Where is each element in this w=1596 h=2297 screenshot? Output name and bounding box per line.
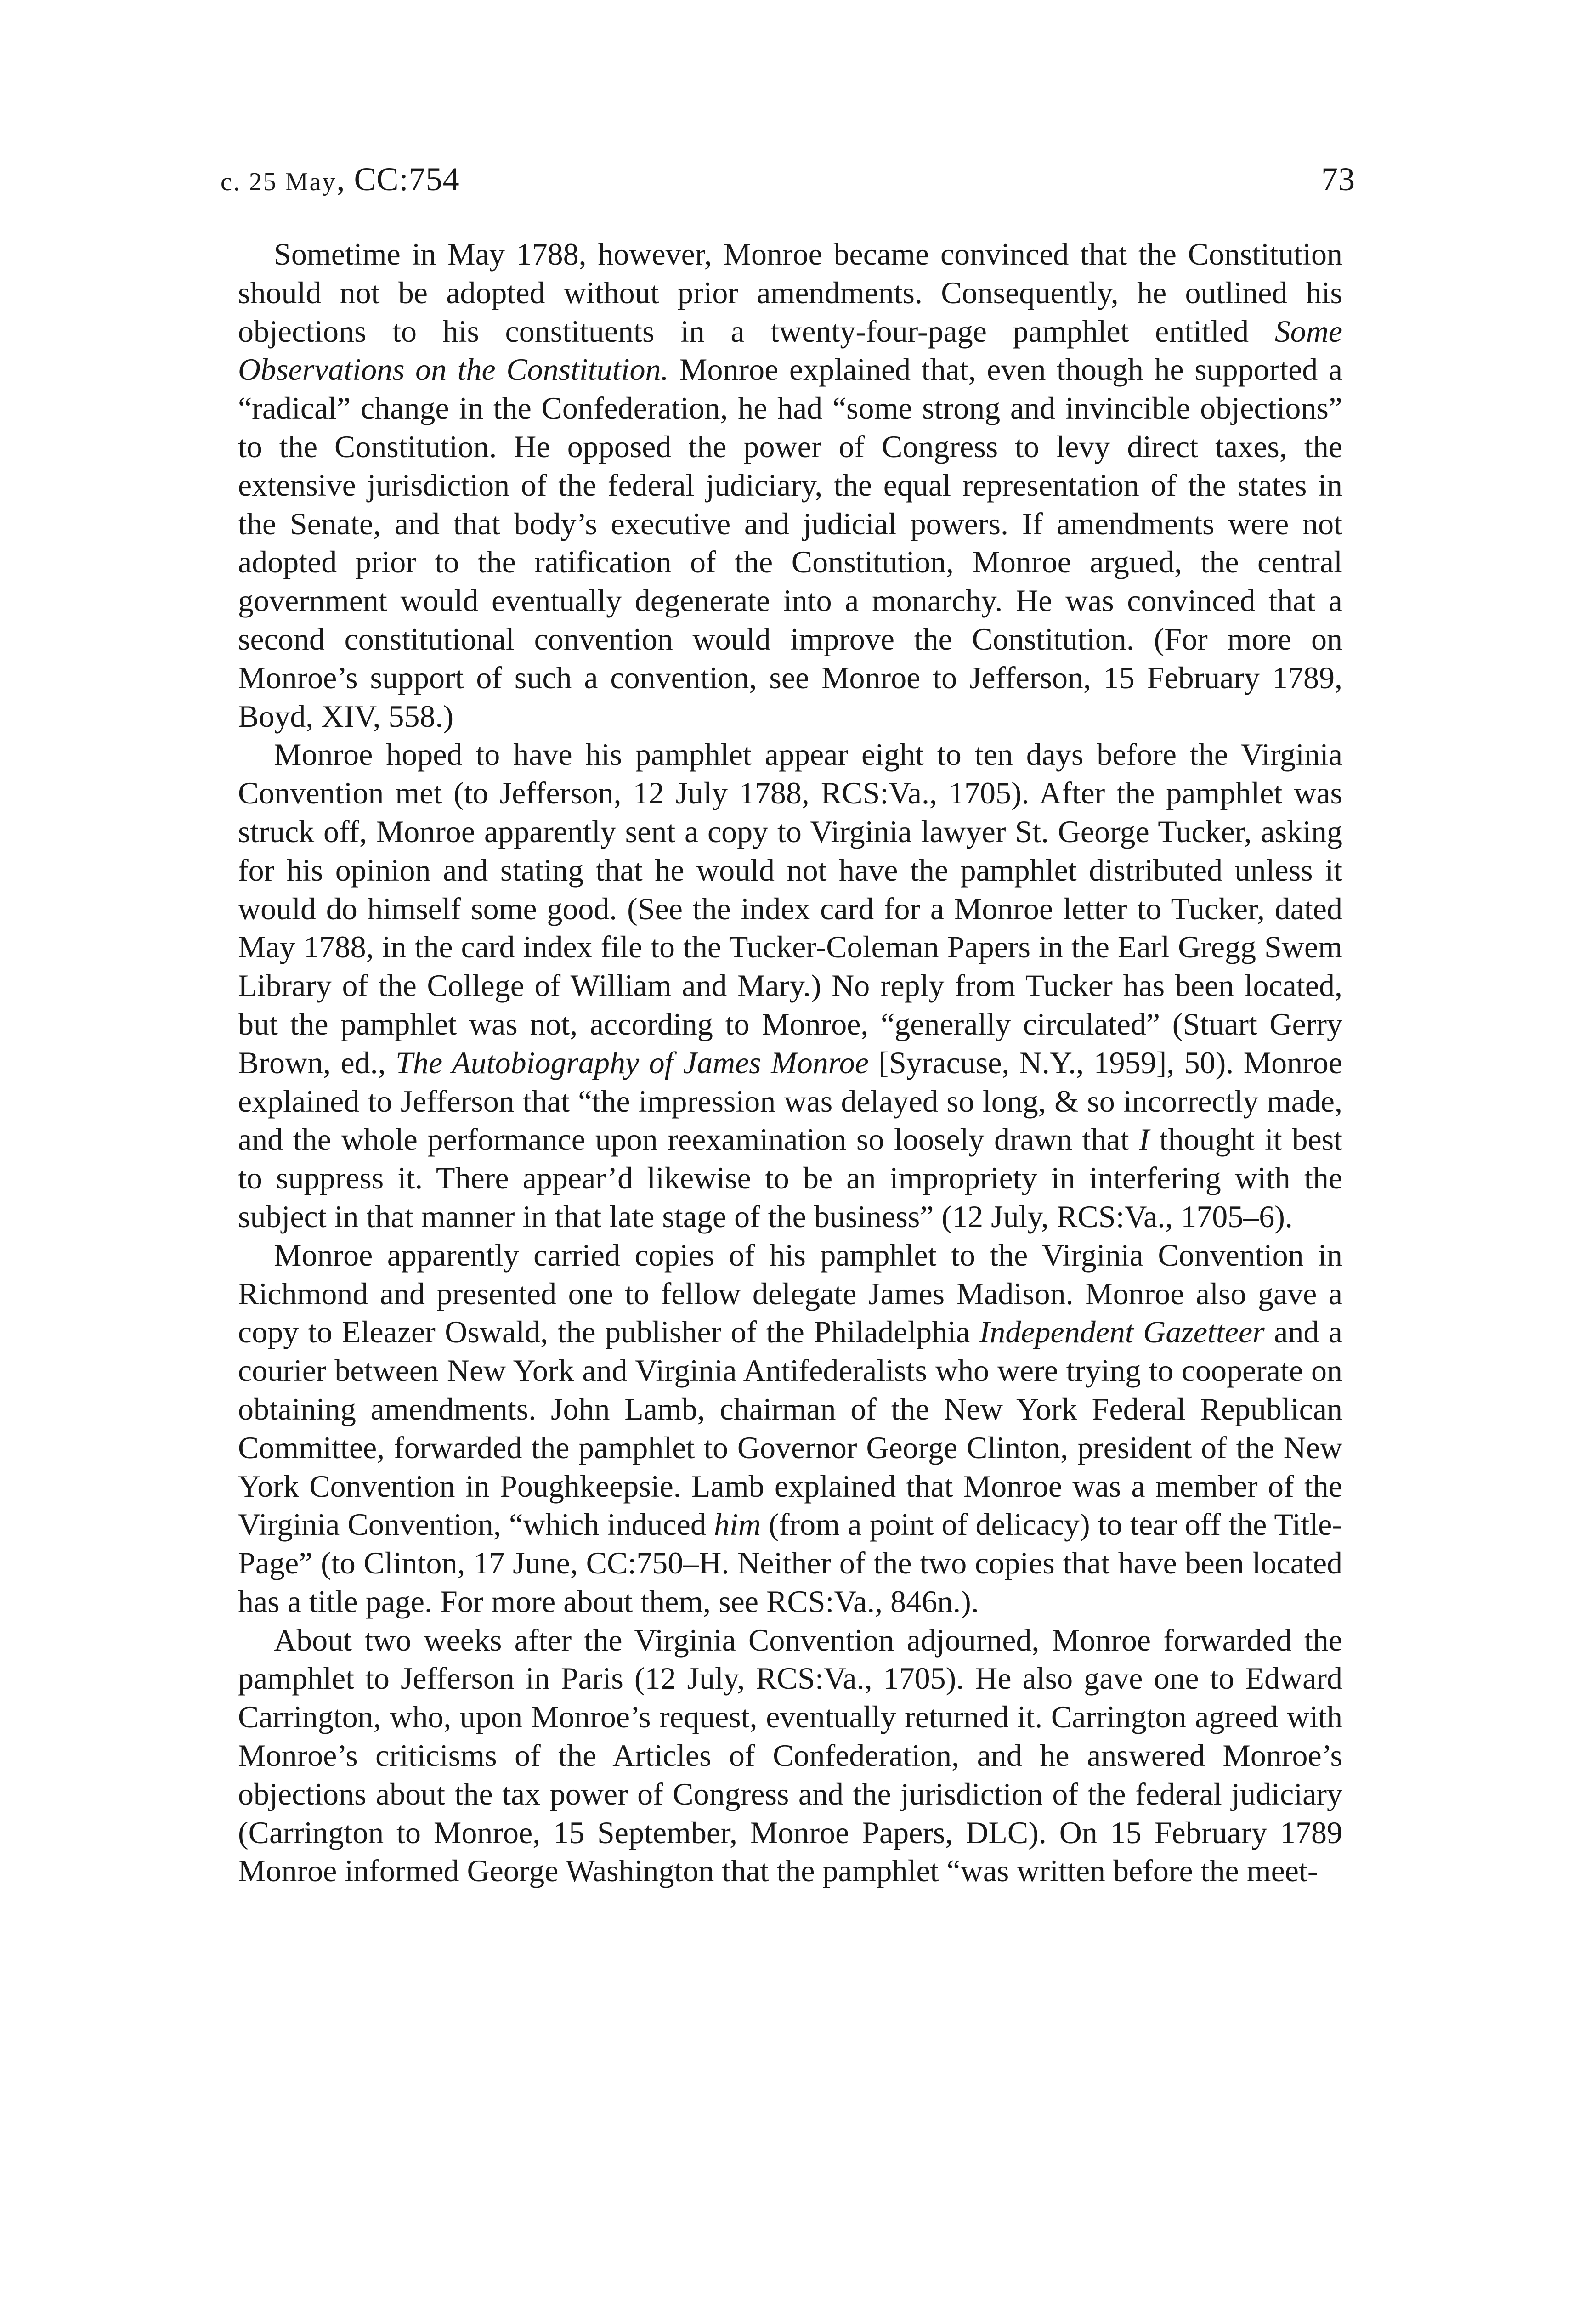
- running-head-suffix: , CC:754: [336, 161, 460, 198]
- paragraph-3: [238, 1236, 1342, 1621]
- autobiography-title: The Autobiography of James Monroe: [396, 1045, 869, 1080]
- pamphlet-title: Some Observations on the Constitution.: [238, 313, 1342, 387]
- paragraph-3-text-c: (from a point of delicacy) to tear off the Title-Page” (to Clinton, 17 June, CC:750–H. Neither of the two copies that have been located has a title page. For more about them, see RCS:Va., 846n.).: [238, 1507, 1342, 1619]
- paragraph-3-text-b: and a courier between New York and Virginia Antifederalists who were trying to cooperate on obtaining amendments. John Lamb, chairman of the New York Federal Republican Committee, forwarded the pamphlet to Governor George Clinton, president of the New York Convention in Poughkeepsie. Lamb explained that Monroe was a member of the Virginia Convention, “which induced: [238, 1314, 1342, 1542]
- running-head-prefix: c. 25: [221, 168, 285, 196]
- paragraph-1-text-a: Sometime in May 1788, however, Monroe became convinced that the Constitution should not be adopted without prior amendments. Consequently, he outlined his objections to his constituents in a twenty-four-page pamphlet entitled: [238, 237, 1342, 349]
- paragraph-4: [238, 1621, 1342, 1891]
- running-head-citation: [221, 158, 460, 203]
- paragraph-2: [238, 735, 1342, 1236]
- page-number: 73: [1321, 161, 1355, 198]
- paragraph-1: [238, 235, 1342, 735]
- emphasis-i: I: [1139, 1122, 1149, 1157]
- paragraph-4-text: About two weeks after the Virginia Convention adjourned, Monroe forwarded the pamphlet to Jefferson in Paris (12 July, RCS:Va., 1705). He also gave one to Edward Carrington, who, upon Monroe’s request, eventually returned it. Carrington agreed with Monroe’s criticisms of the Articles of Confederation, and he answered Monroe’s objections about the tax power of Congress and the jurisdiction of the federal judiciary (Carrington to Monroe, 15 September, Monroe Papers, DLC). On 15 February 1789 Monroe informed George Washington that the pamphlet “was written before the meet-: [238, 1622, 1342, 1889]
- paragraph-2-text-a: Monroe hoped to have his pamphlet appear eight to ten days before the Virginia Convention met (to Jefferson, 12 July 1788, RCS:Va., 1705). After the pamphlet was struck off, Monroe apparently sent a copy to Virginia lawyer St. George Tucker, asking for his opinion and stating that he would not have the pamphlet distributed unless it would do himself some good. (See the index card for a Monroe letter to Tucker, dated May 1788, in the card index file to the Tucker-Coleman Papers in the Earl Gregg Swem Library of the College of William and Mary.) No reply from Tucker has been located, but the pamphlet was not, according to Monroe, “generally circulated” (Stuart Gerry Brown, ed.,: [238, 737, 1342, 1080]
- body-text: [238, 235, 1342, 1890]
- running-head-month: May: [285, 168, 337, 196]
- newspaper-title: Independent Gazetteer: [979, 1314, 1265, 1350]
- paragraph-3-text-a: Monroe apparently carried copies of his pamphlet to the Virginia Convention in Richmond and presented one to fellow delegate James Madison. Monroe also gave a copy to Eleazer Oswald, the publisher of the Philadelphia: [238, 1237, 1342, 1350]
- paragraph-2-text-b: [Syracuse, N.Y., 1959], 50). Monroe explained to Jefferson that “the impression was delayed so long, & so incorrectly made, and the whole performance upon reexamination so loosely drawn that: [238, 1045, 1342, 1157]
- emphasis-him: him: [714, 1507, 761, 1542]
- paragraph-1-text-b: Monroe explained that, even though he supported a “radical” change in the Confederation, he had “some strong and invincible objections” to the Constitution. He opposed the power of Congress to levy direct taxes, the extensive jurisdiction of the federal judiciary, the equal representation of the states in the Senate, and that body’s executive and judicial powers. If amendments were not adopted prior to the ratification of the Constitution, Monroe argued, the central government would eventually degenerate into a monarchy. He was convinced that a second constitutional convention would improve the Constitution. (For more on Monroe’s support of such a convention, see Monroe to Jefferson, 15 February 1789, Boyd, XIV, 558.): [238, 352, 1342, 734]
- paragraph-2-text-c: thought it best to suppress it. There appear’d likewise to be an impropriety in interfering with the subject in that manner in that late stage of the business” (12 July, RCS:Va., 1705–6).: [238, 1122, 1342, 1234]
